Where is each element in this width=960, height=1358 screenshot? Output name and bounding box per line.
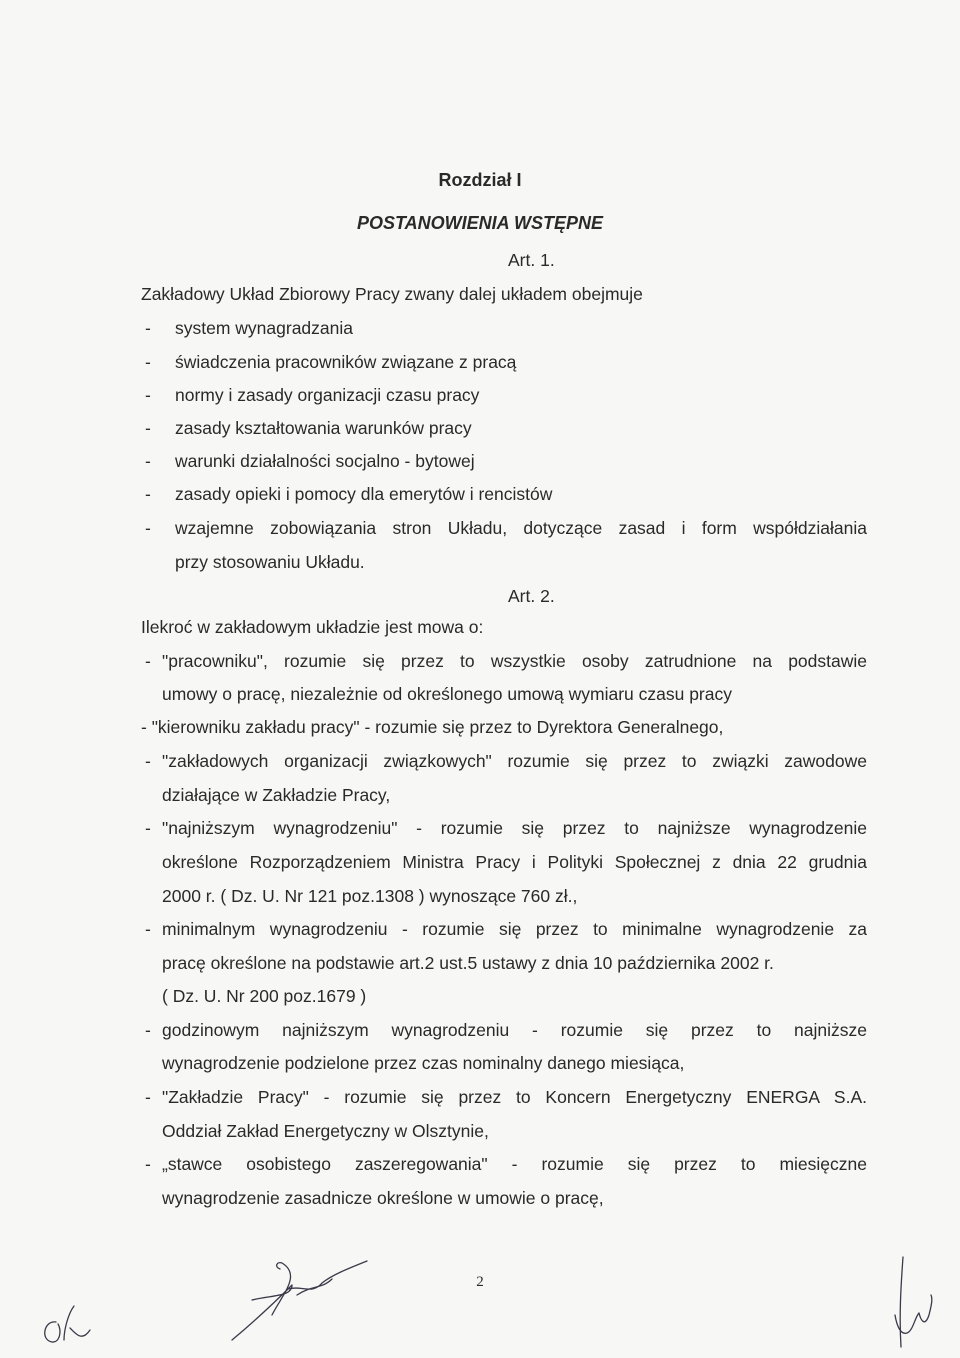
- definition-item: "pracowniku", rozumie się przez to wszystkie osoby zatrudnione na podstawie: [162, 651, 867, 671]
- list-item: system wynagradzania: [175, 318, 353, 338]
- page-number: 2: [476, 1274, 484, 1290]
- list-dash: -: [145, 1020, 151, 1040]
- list-dash: -: [145, 818, 151, 838]
- definition-item: "zakładowych organizacji związkowych" rozumie się przez to związki zawodowe: [162, 751, 867, 771]
- definition-item: minimalnym wynagrodzeniu - rozumie się przez to minimalne wynagrodzenie za: [162, 919, 867, 939]
- list-dash: -: [145, 518, 151, 538]
- chapter-title: Rozdział I: [438, 170, 522, 190]
- list-item: normy i zasady organizacji czasu pracy: [175, 385, 480, 405]
- list-dash: -: [145, 1087, 151, 1107]
- definition-item: "najniższym wynagrodzeniu" - rozumie się przez to najniższe wynagrodzenie: [162, 818, 867, 838]
- section-heading: POSTANOWIENIA WSTĘPNE: [356, 213, 603, 233]
- list-item: zasady opieki i pomocy dla emerytów i rencistów: [175, 484, 553, 504]
- definition-continuation: umowy o pracę, niezależnie od określonego umową wymiaru czasu pracy: [162, 684, 732, 704]
- article-1-intro: Zakładowy Układ Zbiorowy Pracy zwany dalej układem obejmuje: [141, 284, 643, 304]
- definition-continuation: pracę określone na podstawie art.2 ust.5 ustawy z dnia 10 października 2002 r.: [162, 953, 774, 973]
- list-dash: -: [145, 651, 151, 671]
- list-dash: -: [145, 484, 151, 504]
- list-dash: -: [145, 751, 151, 771]
- list-dash: -: [145, 318, 151, 338]
- handwritten-initials-left: [34, 1300, 94, 1350]
- article-1-label: Art. 1.: [508, 250, 555, 270]
- list-item: warunki działalności socjalno - bytowej: [175, 451, 475, 471]
- definition-item: godzinowym najniższym wynagrodzeniu - rozumie się przez to najniższe: [162, 1020, 867, 1040]
- signature-center: [222, 1255, 372, 1345]
- definition-continuation: 2000 r. ( Dz. U. Nr 121 poz.1308 ) wynoszące 760 zł.,: [162, 886, 578, 906]
- list-dash: -: [145, 418, 151, 438]
- definition-item: - "kierowniku zakładu pracy" - rozumie się przez to Dyrektora Generalnego,: [141, 717, 724, 737]
- definition-continuation: wynagrodzenie podzielone przez czas nominalny danego miesiąca,: [162, 1053, 685, 1073]
- list-item: zasady kształtowania warunków pracy: [175, 418, 472, 438]
- list-dash: -: [145, 1154, 151, 1174]
- article-2-intro: Ilekroć w zakładowym układzie jest mowa o:: [141, 617, 484, 637]
- handwritten-initials-right: [885, 1255, 935, 1350]
- definition-continuation: Oddział Zakład Energetyczny w Olsztynie,: [162, 1121, 489, 1141]
- definition-continuation: ( Dz. U. Nr 200 poz.1679 ): [162, 986, 367, 1006]
- list-item: świadczenia pracowników związane z pracą: [175, 352, 517, 372]
- list-dash: -: [145, 451, 151, 471]
- definition-continuation: wynagrodzenie zasadnicze określone w umowie o pracę,: [162, 1188, 604, 1208]
- article-2-label: Art. 2.: [508, 586, 555, 606]
- list-dash: -: [145, 919, 151, 939]
- list-item-continuation: przy stosowaniu Układu.: [175, 552, 365, 572]
- list-item: wzajemne zobowiązania stron Układu, dotyczące zasad i form współdziałania: [175, 518, 867, 538]
- list-dash: -: [145, 352, 151, 372]
- definition-item: "Zakładzie Pracy" - rozumie się przez to Koncern Energetyczny ENERGA S.A.: [162, 1087, 867, 1107]
- definition-continuation: działające w Zakładzie Pracy,: [162, 785, 391, 805]
- definition-item: „stawce osobistego zaszeregowania" - rozumie się przez to miesięczne: [162, 1154, 867, 1174]
- definition-continuation: określone Rozporządzeniem Ministra Pracy i Polityki Społecznej z dnia 22 grudnia: [162, 852, 867, 872]
- list-dash: -: [145, 385, 151, 405]
